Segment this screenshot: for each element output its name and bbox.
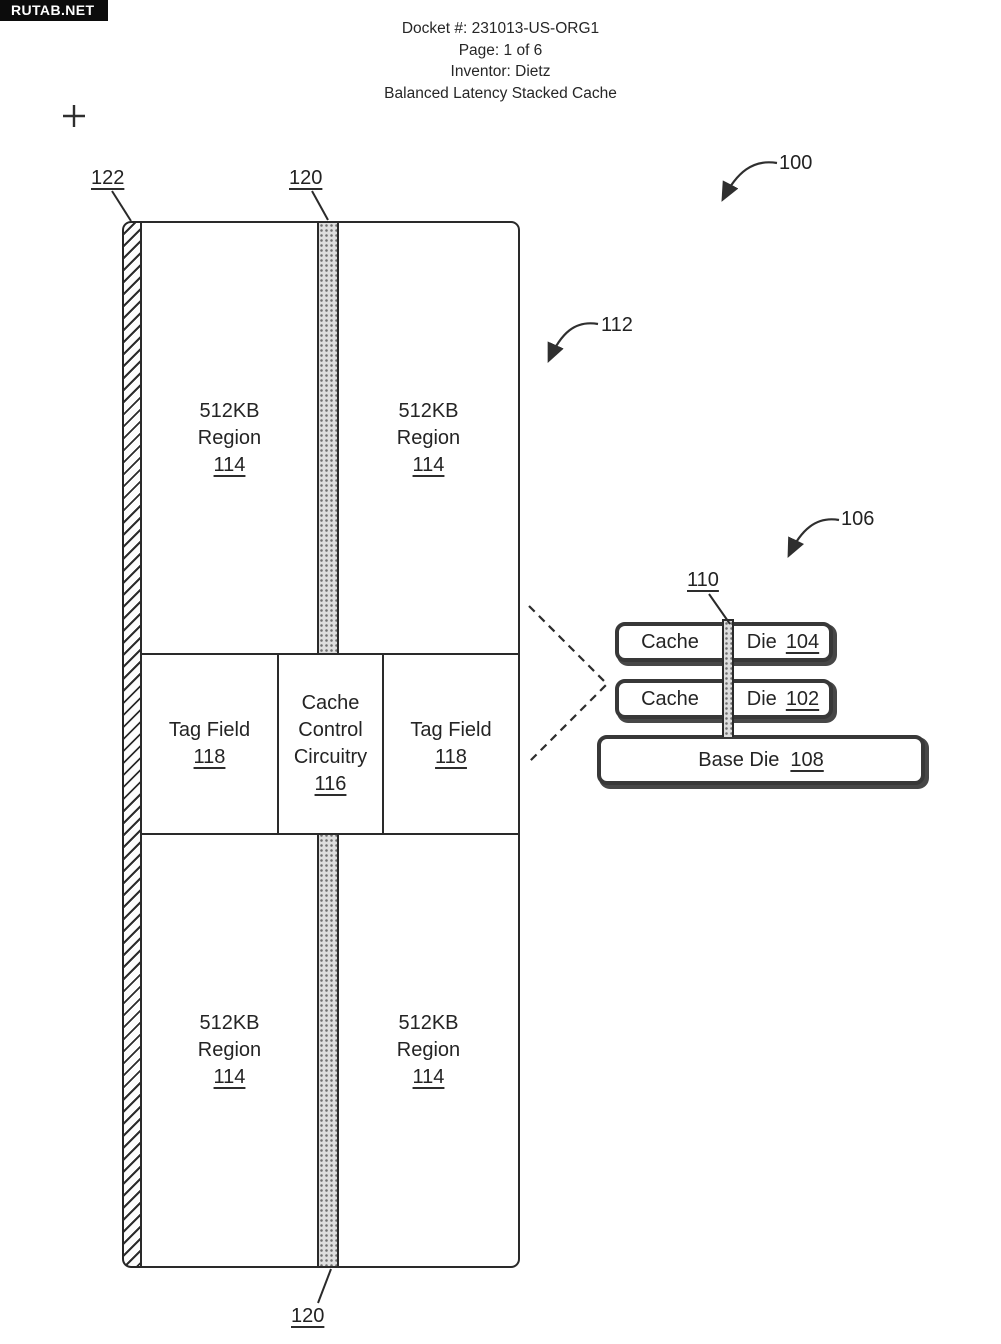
die-ref: 104 xyxy=(785,630,820,653)
hatched-edge-strip xyxy=(122,221,142,1268)
cache-control-circuitry xyxy=(277,653,384,835)
base-die-ref: 108 xyxy=(790,748,824,771)
tag-field-left xyxy=(140,653,279,835)
ref-label-100: 100 xyxy=(779,152,813,174)
die-ref: 102 xyxy=(785,687,820,710)
rutab-watermark: RUTAB.NET xyxy=(0,0,108,21)
die-segment xyxy=(737,631,829,654)
region-top-right xyxy=(337,221,520,655)
region-top-left xyxy=(140,221,319,655)
tag-field-right xyxy=(382,653,520,835)
page-number-line: Page: 1 of 6 xyxy=(458,41,543,59)
ccc-line3: Circuitry xyxy=(293,746,368,768)
docket-line: Docket #: 231013-US-ORG1 xyxy=(401,20,600,37)
base-die-label: Base Die xyxy=(698,748,780,771)
region-label: Region xyxy=(396,1039,461,1061)
region-ref: 114 xyxy=(213,453,246,476)
tag-field-label: Tag Field xyxy=(410,719,492,741)
interconnect-strip-top xyxy=(317,221,339,655)
ccc-line2: Control xyxy=(298,719,363,741)
inventor-line: Inventor: Dietz xyxy=(450,63,551,80)
ccc-line1: Cache xyxy=(301,692,360,714)
leader-line-120-bottom xyxy=(318,1269,331,1303)
region-label: Region xyxy=(197,1039,262,1061)
die-segment xyxy=(737,688,829,711)
region-size: 512KB xyxy=(199,399,260,422)
cache-segment: Cache xyxy=(641,687,699,710)
region-ref: 114 xyxy=(412,453,445,476)
tag-field-label: Tag Field xyxy=(168,719,251,741)
region-bottom-right xyxy=(337,833,520,1268)
ref-label-112: 112 xyxy=(601,314,633,336)
ref-label-120-top: 120 xyxy=(289,167,323,189)
region-label: Region xyxy=(197,426,262,449)
ref-label-106: 106 xyxy=(841,508,875,530)
page-header xyxy=(0,18,1001,104)
region-ref: 114 xyxy=(213,1066,246,1088)
expansion-dashed-lines xyxy=(529,606,607,762)
die-word: Die xyxy=(746,630,777,653)
tag-field-ref: 118 xyxy=(435,746,467,768)
ref-label-120-bottom: 120 xyxy=(291,1305,325,1327)
tsv-strip-110 xyxy=(722,619,734,737)
ref-label-110: 110 xyxy=(687,569,719,591)
interconnect-strip-bottom xyxy=(317,833,339,1268)
figure-title: Balanced Latency Stacked Cache xyxy=(384,84,617,102)
region-bottom-left xyxy=(140,833,319,1268)
region-ref: 114 xyxy=(412,1066,445,1088)
die-word: Die xyxy=(746,687,777,710)
region-label: Region xyxy=(396,426,461,449)
ref-100-arrow xyxy=(723,162,777,199)
cache-segment: Cache xyxy=(641,630,699,653)
ref-106-arrow xyxy=(789,519,839,555)
ref-label-122: 122 xyxy=(91,167,125,189)
region-size: 512KB xyxy=(398,1012,459,1034)
ccc-ref: 116 xyxy=(314,773,347,795)
tag-field-ref: 118 xyxy=(193,746,226,768)
ref-112-arrow xyxy=(549,323,598,360)
crosshair-mark xyxy=(63,105,85,127)
leader-line-122 xyxy=(112,191,131,221)
region-size: 512KB xyxy=(199,1012,260,1034)
leader-line-120-top xyxy=(312,191,328,220)
base-die-box xyxy=(597,735,925,785)
region-size: 512KB xyxy=(398,399,459,422)
